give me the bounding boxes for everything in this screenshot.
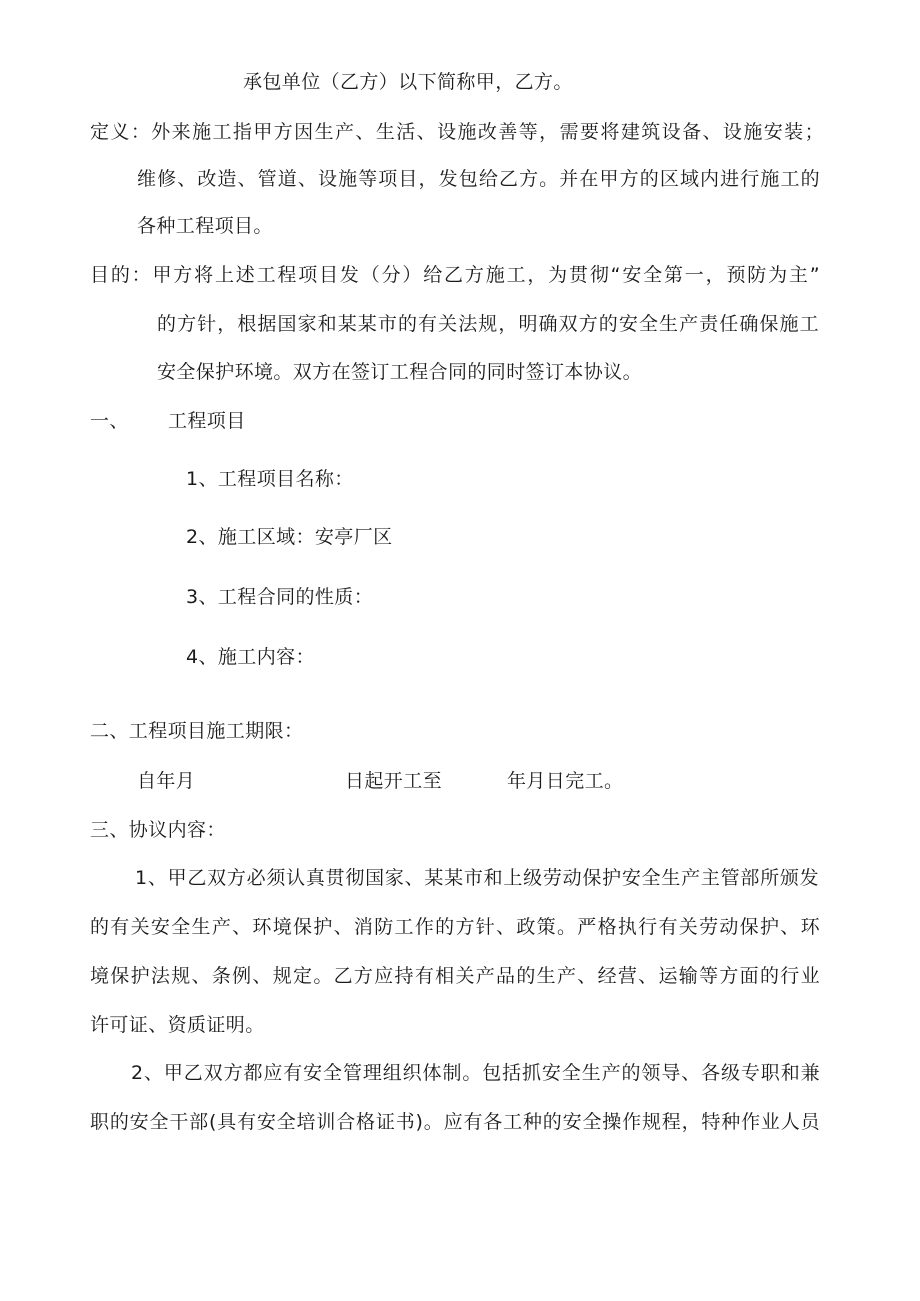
clause-2-line-2: 职的安全干部(具有安全培训合格证书)。应有各工种的安全操作规程，特种作业人员 [90, 1111, 820, 1133]
section-3-title: 三、协议内容： [90, 819, 226, 841]
section-1-item-2: 2、施工区域：安亭厂区 [186, 526, 393, 548]
period-middle: 日起开工至 [345, 770, 443, 792]
section-1-number: 一、 [90, 410, 129, 432]
purpose-line-3: 安全保护环境。双方在签订工程合同的同时签订本协议。 [157, 361, 643, 383]
section-1-title: 工程项目 [168, 410, 246, 432]
clause-2-line-1: 2、甲乙双方都应有安全管理组织体制。包括抓安全生产的领导、各级专职和兼 [131, 1062, 820, 1084]
period-start: 自年月 [137, 770, 196, 792]
clause-1-line-3: 境保护法规、条例、规定。乙方应持有相关产品的生产、经营、运输等方面的行业 [90, 965, 820, 987]
definition-line-3: 各种工程项目。 [137, 215, 273, 237]
clause-1-line-2: 的有关安全生产、环境保护、消防工作的方针、政策。严格执行有关劳动保护、环 [90, 916, 820, 938]
clause-1-line-4: 许可证、资质证明。 [90, 1014, 265, 1036]
definition-line-1: 定义：外来施工指甲方因生产、生活、设施改善等，需要将建筑设备、设施安装； [90, 121, 824, 143]
purpose-line-1: 目的：甲方将上述工程项目发（分）给乙方施工，为贯彻“安全第一，预防为主” [90, 264, 820, 286]
section-2-title: 二、工程项目施工期限： [90, 720, 304, 742]
period-end: 年月日完工。 [507, 770, 624, 792]
clause-1-line-1: 1、甲乙双方必须认真贯彻国家、某某市和上级劳动保护安全生产主管部所颁发 [135, 867, 819, 889]
definition-line-2: 维修、改造、管道、设施等项目，发包给乙方。并在甲方的区域内进行施工的 [137, 168, 820, 190]
section-1-item-1: 1、工程项目名称： [186, 468, 354, 490]
section-1-item-3: 3、工程合同的性质： [186, 586, 374, 608]
purpose-line-2: 的方针，根据国家和某某市的有关法规，明确双方的安全生产责任确保施工 [157, 313, 819, 335]
section-1-item-4: 4、施工内容： [186, 646, 315, 668]
parties-line: 承包单位（乙方）以下简称甲，乙方。 [243, 71, 573, 93]
